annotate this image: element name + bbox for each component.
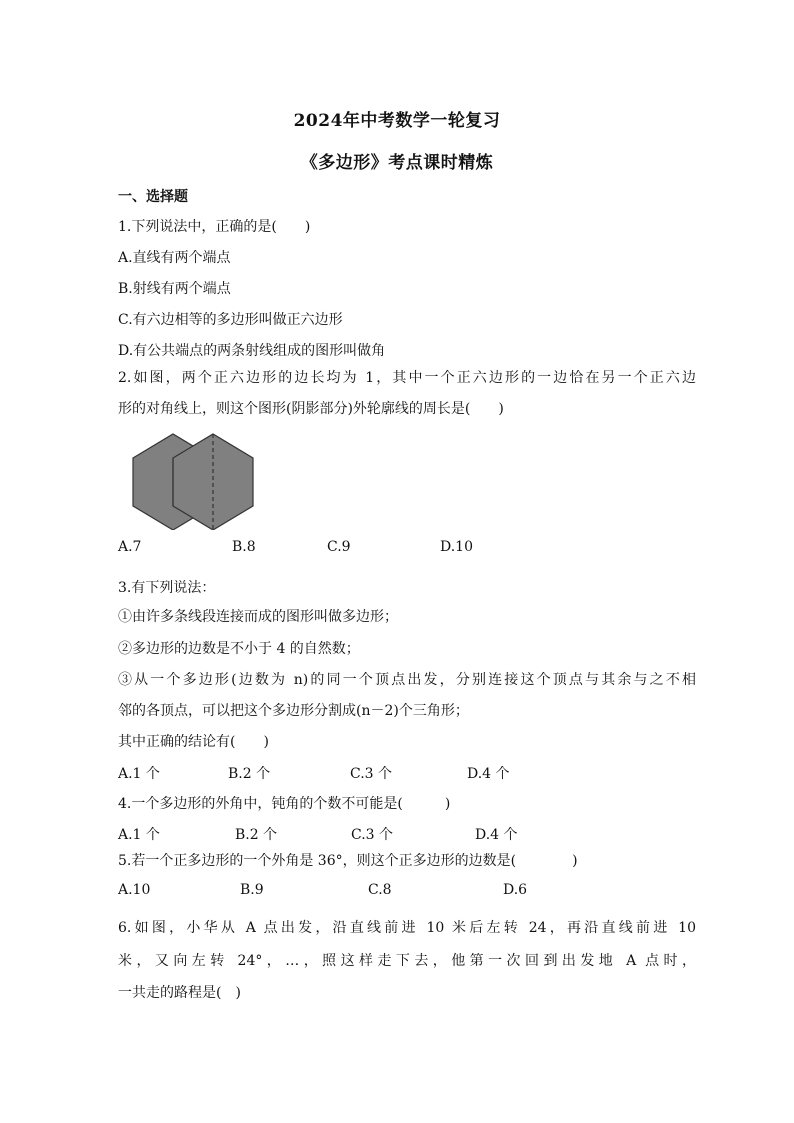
document-subtitle: 《多边形》考点课时精炼 [300, 153, 494, 173]
q6-stem-line2: 米，又向左转 24°，…，照这样走下去，他第一次回到出发地 A 点时， [118, 953, 696, 969]
q3-option-c: C.3 个 [350, 766, 393, 782]
q1-option-d: D.有公共端点的两条射线组成的图形叫做角 [118, 343, 386, 359]
q4-option-a: A.1 个 [118, 827, 160, 843]
q4-stem: 4.一个多边形的外角中，钝角的个数不可能是( ) [118, 796, 451, 812]
section-heading: 一、选择题 [118, 189, 188, 205]
q5-option-a: A.10 [118, 882, 151, 898]
q5-option-b: B.9 [240, 882, 264, 898]
q6-stem-line3: 一共走的路程是( ) [118, 985, 241, 1001]
q5-stem: 5.若一个正多边形的一个外角是 36°，则这个正多边形的边数是( ) [118, 853, 578, 869]
q3-statement-2: ②多边形的边数是不小于 4 的自然数； [118, 641, 360, 657]
q2-stem-line2: 形的对角线上，则这个图形(阴影部分)外轮廓线的周长是( ) [118, 401, 504, 417]
q6-stem-line1: 6.如图，小华从 A 点出发，沿直线前进 10 米后左转 24，再沿直线前进 10 [118, 920, 696, 936]
q4-option-d: D.4 个 [475, 827, 518, 843]
q3-option-a: A.1 个 [118, 766, 160, 782]
q2-stem-line1: 2.如图，两个正六边形的边长均为 1，其中一个正六边形的一边恰在另一个正六边 [118, 370, 696, 386]
q3-question: 其中正确的结论有( ) [118, 734, 269, 750]
q2-option-b: B.8 [232, 539, 256, 555]
q5-option-d: D.6 [503, 882, 528, 898]
q1-option-a: A.直线有两个端点 [118, 250, 231, 266]
q4-option-c: C.3 个 [351, 827, 394, 843]
q2-option-d: D.10 [440, 539, 473, 555]
q5-option-c: C.8 [368, 882, 392, 898]
q1-option-c: C.有六边相等的多边形叫做正六边形 [118, 312, 343, 328]
q1-stem: 1.下列说法中，正确的是( ) [118, 219, 311, 235]
q2-option-a: A.7 [118, 539, 142, 555]
q3-stem: 3.有下列说法： [118, 580, 216, 596]
q3-statement-3: ③从一个多边形(边数为 n)的同一个顶点出发，分别连接这个顶点与其余与之不相 [118, 672, 696, 688]
q3-statement-3-cont: 邻的各顶点，可以把这个多边形分割成(n－2)个三角形； [118, 703, 469, 719]
q3-option-b: B.2 个 [228, 766, 271, 782]
q4-option-b: B.2 个 [235, 827, 278, 843]
q3-statement-1: ①由许多条线段连接而成的图形叫做多边形； [118, 609, 398, 625]
q3-option-d: D.4 个 [467, 766, 510, 782]
document-title: 2024年中考数学一轮复习 [293, 111, 501, 131]
q2-option-c: C.9 [327, 539, 351, 555]
q2-hexagon-svg [128, 430, 258, 530]
q1-option-b: B.射线有两个端点 [118, 281, 231, 297]
q2-hexagon-figure [128, 430, 258, 534]
